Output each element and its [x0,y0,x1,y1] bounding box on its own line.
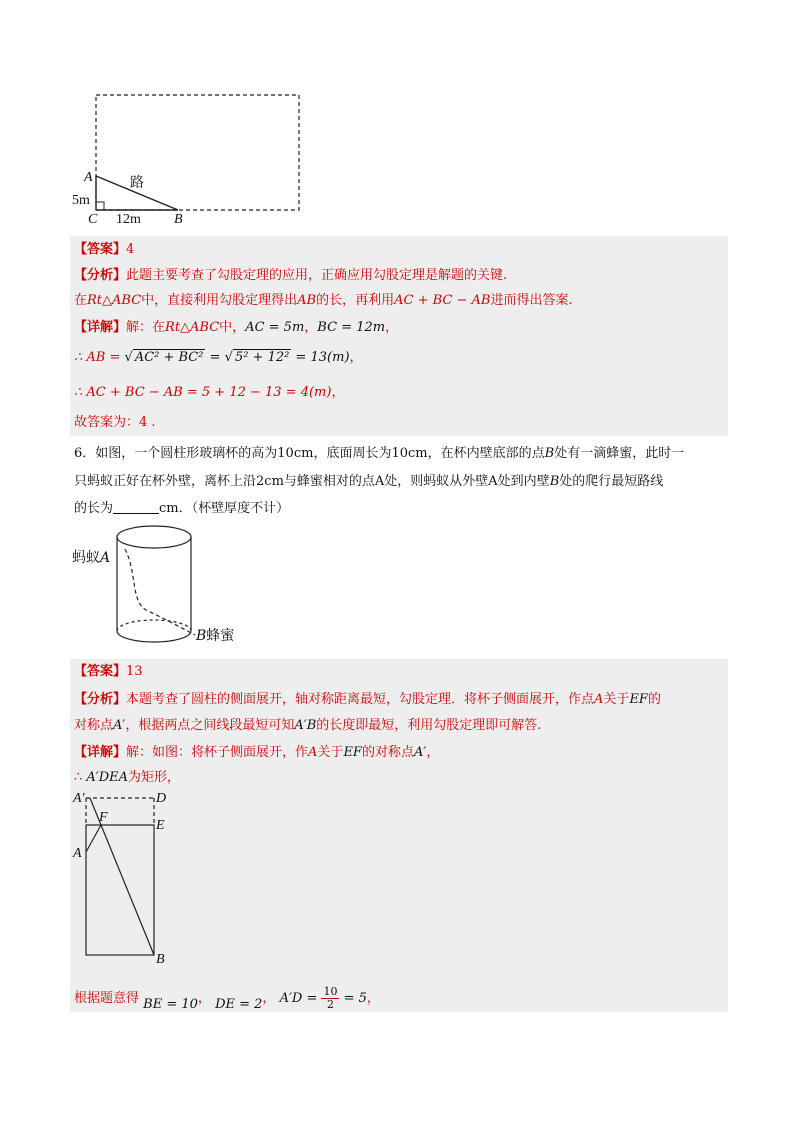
detail-tag: 【详解】 [74,320,127,335]
text: 故答案为：4 . [74,415,156,430]
text: 中， [219,320,246,335]
math: BC = 12m [317,320,386,335]
math: Rt△ABC [165,320,220,335]
analysis-tag: 【分析】 [74,268,127,283]
math: 2cm [256,474,284,489]
math: 5² + 12² [234,350,290,365]
fig2-label-honey [196,625,234,645]
text: 的长，再利用 [316,293,395,308]
math: A [594,692,604,707]
q6-detail-line1 [74,743,439,763]
math: = 5 [339,991,367,1006]
math: Rt△ABC [87,293,142,308]
text: 解：在 [126,320,166,335]
math: BE = 10 [143,997,198,1012]
text: 的对称点 [361,745,414,760]
analysis-text: 此题主要考查了勾股定理的应用，正确应用勾股定理是解题的关键. [126,268,508,283]
answer-tag: 【答案】 [74,664,127,679]
fig1-label-a: A [84,170,93,185]
math: AC + BC − AB [394,293,491,308]
math: EF [343,745,362,760]
math: B [196,628,207,644]
fig1-label-c: C [88,212,98,227]
text: 解：如图：将杯子侧面展开，作 [126,745,309,760]
fig3-label-aprime: A′ [73,791,85,806]
detail-tag: 【详解】 [74,745,127,760]
text: cm [159,501,179,516]
text: 处有一滴蜂蜜，此时一 [554,446,685,461]
text: 的长为 [74,501,114,516]
q6-line2 [74,472,663,492]
q6-analysis-line2 [74,716,541,736]
math: A [100,550,111,566]
math: A [308,745,318,760]
text: 与蜂蜜相对的点A处，则蚂蚁从外壁A处到内壁 [283,474,550,489]
q5-detail-line2: ∴ AB = √ AC² + BC² = √ 5² + 12² = 13(m)， [74,350,363,365]
text: 对称点 [74,718,114,733]
q6-answer-line [74,662,143,682]
text: 的长度即最短，利用勾股定理即可解答. [316,718,542,733]
answer-blank [113,499,159,514]
text: 只蚂蚁正好在杯外壁，离杯上沿 [74,474,257,489]
q6-last-line [74,986,380,1011]
fig1-label-b: B [174,212,183,227]
figure-unfolded-rect [80,795,160,965]
math: ∴ AB = [74,350,125,365]
math: AC² + BC² [134,350,204,365]
fig1-label-12m: 12m [116,212,141,227]
text: ∴ [74,770,87,785]
text: 处的爬行最短路线 [559,474,664,489]
text: 本题考查了圆柱的侧面展开，轴对称距离最短，勾股定理．将杯子侧面展开，作点 [126,692,595,707]
answer-tag: 【答案】 [74,242,127,257]
denominator: 2 [326,998,334,1011]
text: 中，直接利用勾股定理得出 [141,293,298,308]
math: B [544,446,555,461]
text: 关于 [317,745,344,760]
answer-value: 13 [126,664,143,679]
text: 根据题意得 [74,991,140,1006]
q5-final-answer [74,413,156,433]
math: 10cm [391,446,428,461]
text: 蜂蜜 [206,628,235,644]
q5-detail-line1 [74,318,398,338]
math: = 13(m) [291,350,350,365]
fig1-label-road: 路 [130,176,144,191]
text: 的 [647,692,661,707]
answer-value: 4 [126,242,135,257]
text: ，底面周长为 [313,446,392,461]
figure-triangle-road [70,88,310,228]
q6-solution-block [70,659,728,1012]
text: 进而得出答案. [490,293,573,308]
text: ， [426,745,440,760]
text: ．（杯壁厚度不计） [178,501,290,516]
q5-analysis-line2 [74,291,573,311]
text: ， [366,991,380,1006]
text: ， [304,320,318,335]
text: ，根据两点之间线段最短可知 [125,718,295,733]
math: 10cm [277,446,314,461]
math: AC = 5m [245,320,305,335]
fig3-label-b: B [156,952,165,967]
numerator: 10 [323,985,338,998]
q6-line1 [74,444,684,464]
fig2-label-ant [72,547,110,567]
math: A′ [113,718,126,733]
math: A′D = [279,991,322,1006]
text: ，在杯内壁底部的点 [427,446,545,461]
fig3-label-a: A [73,846,82,861]
text: ， [385,320,399,335]
math: A′B [294,718,317,733]
q5-answer-line [74,240,134,260]
fig3-label-f: F [99,810,108,825]
math: A′ [413,745,427,760]
text: ， [331,385,345,400]
text: 关于 [603,692,630,707]
text: ， [262,991,276,1006]
math: ∴ AC + BC − AB = 5 + 12 − 13 = 4(m) [74,385,332,400]
text: 为矩形， [128,770,181,785]
text: 6．如图，一个圆柱形玻璃杯的高为 [74,446,278,461]
q6-analysis-line1 [74,690,661,710]
text: 蚂蚁 [72,550,100,566]
text: ， [197,991,211,1006]
math: = [205,350,225,365]
fig3-label-e: E [156,818,165,833]
math: AB [297,293,317,308]
math: DE = 2 [215,997,263,1012]
q5-detail-line3 [74,383,344,403]
figure-cylinder [110,515,210,655]
analysis-tag: 【分析】 [74,692,127,707]
math: B [549,474,560,489]
math: A′DEA [86,770,129,785]
math: EF [629,692,648,707]
q5-analysis-line1 [74,266,507,286]
fig3-label-d: D [156,791,167,806]
text: 在 [74,293,88,308]
fraction [321,986,339,1011]
q6-detail-line2 [74,768,180,788]
text: ， [349,350,363,365]
fig1-label-5m: 5m [72,193,90,208]
